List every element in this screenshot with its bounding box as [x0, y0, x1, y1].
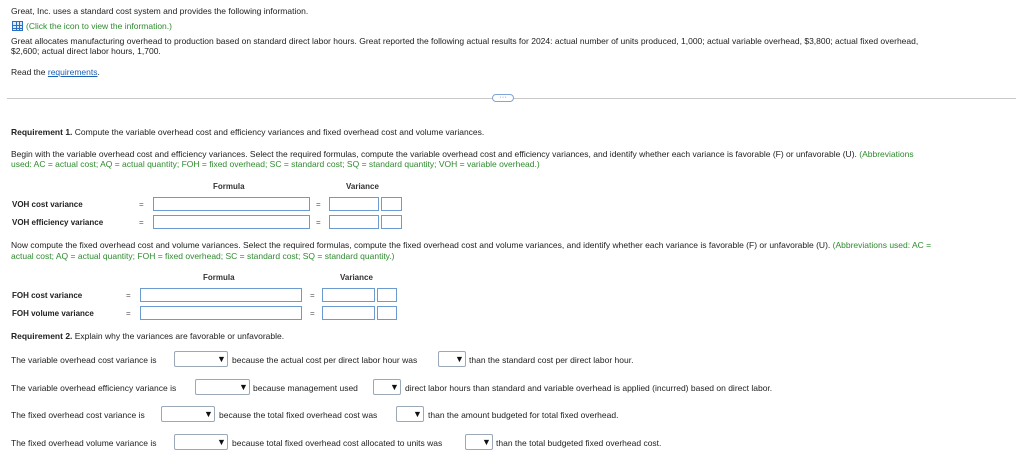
equals-sign: = [316, 218, 321, 227]
info-link[interactable]: (Click the icon to view the information.) [26, 21, 172, 31]
foh-instructions-line2: actual cost; AQ = actual quantity; FOH = fixed overhead; SC = standard cost; SQ = standard quantity.) [11, 251, 395, 261]
read-suffix: . [97, 67, 100, 77]
chevron-down-icon: ▼ [390, 382, 399, 392]
foh-instr-black: Now compute the fixed overhead cost and volume variances. Select the required formulas, compute the fixed overhead cost and volume variances, and identify whether each variance is favorable (F) or unfavorable (U). [11, 240, 831, 250]
explanation-2-text-a: The variable overhead efficiency variance is [11, 383, 177, 393]
explanation-2-text-b: because management used [253, 383, 358, 393]
chevron-down-icon: ▼ [455, 354, 464, 364]
foh-cost-fu-dropdown[interactable] [161, 406, 215, 422]
explanation-4-text-a: The fixed overhead volume variance is [11, 438, 157, 448]
read-prefix: Read the [11, 67, 48, 77]
voh-instr-green: (Abbreviations [856, 149, 914, 159]
voh-efficiency-variance-label: VOH efficiency variance [12, 218, 104, 227]
explanation-4-text-c: than the total budgeted fixed overhead cost. [496, 438, 662, 448]
equals-sign: = [310, 291, 315, 300]
expand-handle[interactable]: ··· [492, 94, 514, 102]
requirement-2 [11, 331, 284, 341]
explanation-1-text-c: than the standard cost per direct labor hour. [469, 355, 634, 365]
foh-instructions-line1 [11, 240, 931, 250]
voh-variance-header: Variance [346, 182, 379, 191]
voh-efficiency-fu-input[interactable] [381, 215, 402, 229]
equals-sign: = [139, 218, 144, 227]
foh-variance-header: Variance [340, 273, 373, 282]
req1-text: Compute the variable overhead cost and efficiency variances and fixed overhead cost and volume variances. [72, 127, 485, 137]
requirements-link[interactable]: requirements [47, 67, 98, 77]
voh-instr-black: Begin with the variable overhead cost and efficiency variances. Select the required formulas, compute the variable overhead cost and efficiency variances, and identify whether each variance is favorable (F) or unfavorable (U). [11, 149, 857, 159]
chevron-down-icon: ▼ [482, 437, 491, 447]
explanation-4-text-b: because total fixed overhead cost allocated to units was [232, 438, 443, 448]
equals-sign: = [310, 309, 315, 318]
foh-volume-variance-label: FOH volume variance [12, 309, 94, 318]
voh-instructions-line1 [11, 149, 914, 159]
equals-sign: = [126, 309, 131, 318]
explanation-1-text-a: The variable overhead cost variance is [11, 355, 157, 365]
explanation-3-text-a: The fixed overhead cost variance is [11, 410, 145, 420]
foh-volume-variance-input[interactable] [322, 306, 375, 320]
explanation-3-text-c: than the amount budgeted for total fixed overhead. [428, 410, 619, 420]
problem-text-line1: Great allocates manufacturing overhead to production based on standard direct labor hours. Great reported the following actual results for 2024: actual number of units produced, 1,000; actual variable overhead, $3,800; actual fixed overhead, [11, 36, 919, 46]
voh-cost-variance-label: VOH cost variance [12, 200, 83, 209]
explanation-2-text-c: direct labor hours than standard and variable overhead is applied (incurred) based on direct labor. [405, 383, 773, 393]
chevron-down-icon: ▼ [239, 382, 248, 392]
foh-cost-formula-input[interactable] [140, 288, 302, 302]
voh-instructions-line2: used: AC = actual cost; AQ = actual quantity; FOH = fixed overhead; SC = standard cost; SQ = standard quantity; VOH = variable overhead.) [11, 159, 540, 169]
table-icon[interactable] [12, 21, 23, 31]
chevron-down-icon: ▼ [204, 409, 213, 419]
chevron-down-icon: ▼ [217, 437, 226, 447]
foh-volume-fu-input[interactable] [377, 306, 397, 320]
voh-formula-header: Formula [213, 182, 245, 191]
problem-text-line2: $2,600; actual direct labor hours, 1,700. [11, 46, 161, 56]
foh-instr-green: (Abbreviations used: AC = [830, 240, 932, 250]
explanation-3-text-b: because the total fixed overhead cost was [219, 410, 378, 420]
voh-cost-fu-dropdown[interactable] [174, 351, 228, 367]
voh-cost-comparison-dropdown[interactable] [438, 351, 466, 367]
foh-volume-fu-dropdown[interactable] [174, 434, 228, 450]
explanation-1-text-b: because the actual cost per direct labor hour was [232, 355, 418, 365]
foh-volume-formula-input[interactable] [140, 306, 302, 320]
foh-volume-comparison-dropdown[interactable] [465, 434, 493, 450]
foh-formula-header: Formula [203, 273, 235, 282]
equals-sign: = [126, 291, 131, 300]
voh-cost-variance-input[interactable] [329, 197, 379, 211]
foh-cost-fu-input[interactable] [377, 288, 397, 302]
chevron-down-icon: ▼ [413, 409, 422, 419]
voh-efficiency-fu-dropdown[interactable] [195, 379, 250, 395]
intro-text: Great, Inc. uses a standard cost system and provides the following information. [11, 6, 309, 16]
equals-sign: = [316, 200, 321, 209]
voh-efficiency-variance-input[interactable] [329, 215, 379, 229]
foh-cost-comparison-dropdown[interactable] [396, 406, 424, 422]
req2-label: Requirement 2. [11, 331, 73, 341]
voh-efficiency-formula-input[interactable] [153, 215, 310, 229]
requirement-1 [11, 127, 484, 137]
foh-cost-variance-label: FOH cost variance [12, 291, 83, 300]
equals-sign: = [139, 200, 144, 209]
req1-label: Requirement 1. [11, 127, 73, 137]
voh-cost-formula-input[interactable] [153, 197, 310, 211]
voh-efficiency-comparison-dropdown[interactable] [373, 379, 401, 395]
chevron-down-icon: ▼ [217, 354, 226, 364]
read-requirements [11, 67, 100, 77]
foh-cost-variance-input[interactable] [322, 288, 375, 302]
voh-cost-fu-input[interactable] [381, 197, 402, 211]
req2-text: Explain why the variances are favorable or unfavorable. [72, 331, 285, 341]
